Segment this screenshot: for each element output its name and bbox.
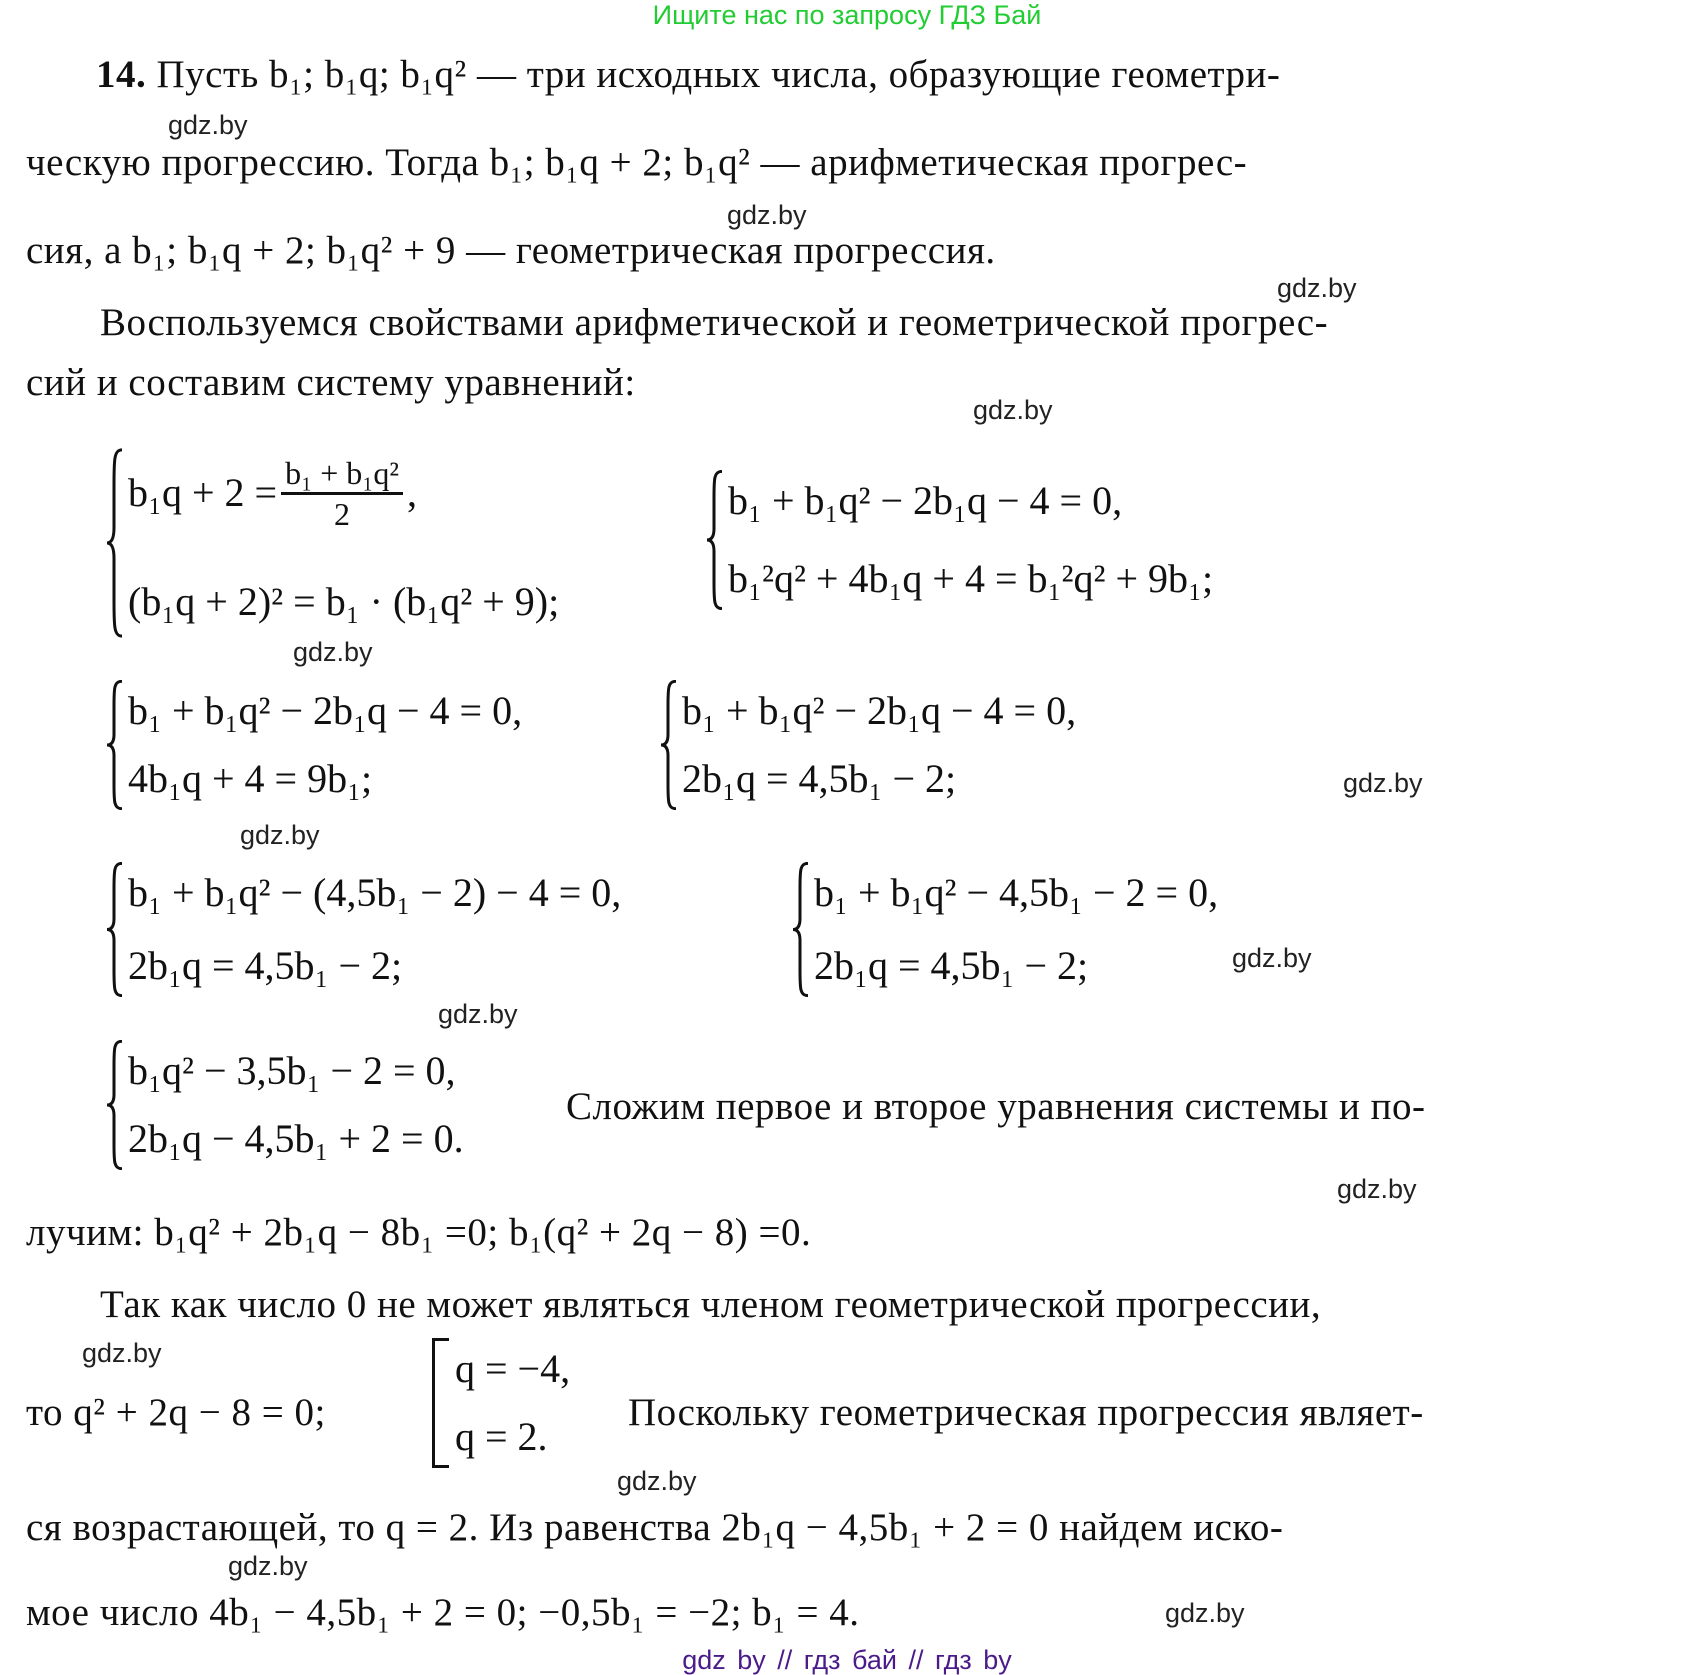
watermark: gdz.by: [1277, 273, 1357, 303]
system-4-row-1: b₁ + b₁q² − 2b₁q − 4 = 0,: [682, 688, 1077, 733]
equation-system-4: [660, 680, 1076, 810]
para2-line-2: сий и составим систему уравнений:: [26, 361, 636, 404]
watermark: gdz.by: [240, 820, 320, 850]
curly-brace-icon: [792, 862, 810, 997]
para3-line-2-end: Поскольку геометрическая прогрессия являет-: [628, 1391, 1424, 1434]
watermark: gdz.by: [1232, 943, 1312, 973]
watermark: gdz.by: [293, 637, 373, 667]
para3-line-3: ся возрастающей, то q = 2. Из равенства 2b₁q − 4,5b₁ + 2 = 0 найдем иско-: [26, 1506, 1284, 1549]
curly-brace-icon: [660, 680, 678, 810]
para2-line-1: Воспользуемся свойствами арифметической и геометрической прогрес-: [100, 301, 1329, 344]
curly-brace-icon: [106, 862, 124, 997]
system-2-row-1: b₁ + b₁q² − 2b₁q − 4 = 0,: [728, 478, 1123, 523]
watermark: gdz.by: [82, 1338, 162, 1368]
system-1-row-2: (b₁q + 2)² = b₁ · (b₁q² + 9);: [128, 579, 560, 624]
para3-line-4: мое число 4b₁ − 4,5b₁ + 2 = 0; −0,5b₁ = −2; b₁ = 4.: [26, 1591, 860, 1634]
add-equations-text: Сложим первое и второе уравнения системы и по-: [566, 1085, 1426, 1128]
footer-banner: gdz by // гдз бай // гдз by: [682, 1645, 1012, 1675]
system-5-row-1: b₁ + b₁q² − (4,5b₁ − 2) − 4 = 0,: [128, 870, 622, 915]
system-3-row-1: b₁ + b₁q² − 2b₁q − 4 = 0,: [128, 688, 523, 733]
watermark: gdz.by: [438, 999, 518, 1029]
problem-number: 14.: [96, 53, 147, 96]
fraction: [281, 454, 403, 533]
curly-brace-icon: [106, 448, 124, 638]
root-2: q = 2.: [455, 1414, 548, 1459]
square-bracket-icon: [432, 1338, 449, 1468]
fraction-denominator: 2: [334, 495, 351, 532]
equation-system-7: [106, 1040, 464, 1170]
equation-lhs: b₁q + 2 =: [128, 470, 278, 515]
equation-system-3: [106, 680, 522, 810]
problem-line-3: сия, а b₁; b₁q + 2; b₁q² + 9 — геометрическая прогрессия.: [26, 229, 996, 272]
root-1: q = −4,: [455, 1346, 571, 1391]
watermark: gdz.by: [228, 1551, 308, 1581]
system-3-row-2: 4b₁q + 4 = 9b₁;: [128, 756, 373, 801]
para3-line-1: Так как число 0 не может являться членом геометрической прогрессии,: [100, 1283, 1322, 1326]
search-banner: Ищите нас по запросу ГДЗ Бай: [652, 0, 1042, 30]
system-4-row-2: 2b₁q = 4,5b₁ − 2;: [682, 756, 957, 801]
equation-system-2: [706, 470, 1213, 610]
watermark: gdz.by: [727, 200, 807, 230]
curly-brace-icon: [706, 470, 724, 610]
problem-line-1: [96, 52, 1280, 98]
watermark: gdz.by: [168, 110, 248, 140]
roots-set: [432, 1338, 570, 1468]
system-6-row-2: 2b₁q = 4,5b₁ − 2;: [814, 943, 1089, 988]
problem-text-line-1: Пусть b₁; b₁q; b₁q² — три исходных числа, образующие геометри-: [156, 53, 1281, 96]
equation-system-1: [106, 448, 559, 638]
watermark: gdz.by: [1343, 768, 1423, 798]
watermark: gdz.by: [1165, 1598, 1245, 1628]
system-7-row-2: 2b₁q − 4,5b₁ + 2 = 0.: [128, 1116, 464, 1161]
system-2-row-2: b₁²q² + 4b₁q + 4 = b₁²q² + 9b₁;: [728, 556, 1214, 601]
watermark: gdz.by: [617, 1466, 697, 1496]
watermark: gdz.by: [973, 395, 1053, 425]
fraction-numerator: b₁ + b₁q²: [281, 454, 403, 495]
equation-system-5: [106, 862, 621, 997]
result-line: лучим: b₁q² + 2b₁q − 8b₁ =0; b₁(q² + 2q − 8) =0.: [26, 1211, 812, 1254]
system-1-row-1: [128, 448, 559, 538]
curly-brace-icon: [106, 680, 124, 810]
equation-system-6: [792, 862, 1218, 997]
system-7-row-1: b₁q² − 3,5b₁ − 2 = 0,: [128, 1048, 456, 1093]
curly-brace-icon: [106, 1040, 124, 1170]
system-6-row-1: b₁ + b₁q² − 4,5b₁ − 2 = 0,: [814, 870, 1219, 915]
system-5-row-2: 2b₁q = 4,5b₁ − 2;: [128, 943, 403, 988]
equation-end: ,: [407, 470, 418, 515]
para3-line-2-start: то q² + 2q − 8 = 0;: [26, 1391, 326, 1434]
problem-line-2: ческую прогрессию. Тогда b₁; b₁q + 2; b₁q² — арифметическая прогрес-: [26, 141, 1248, 184]
watermark: gdz.by: [1337, 1174, 1417, 1204]
